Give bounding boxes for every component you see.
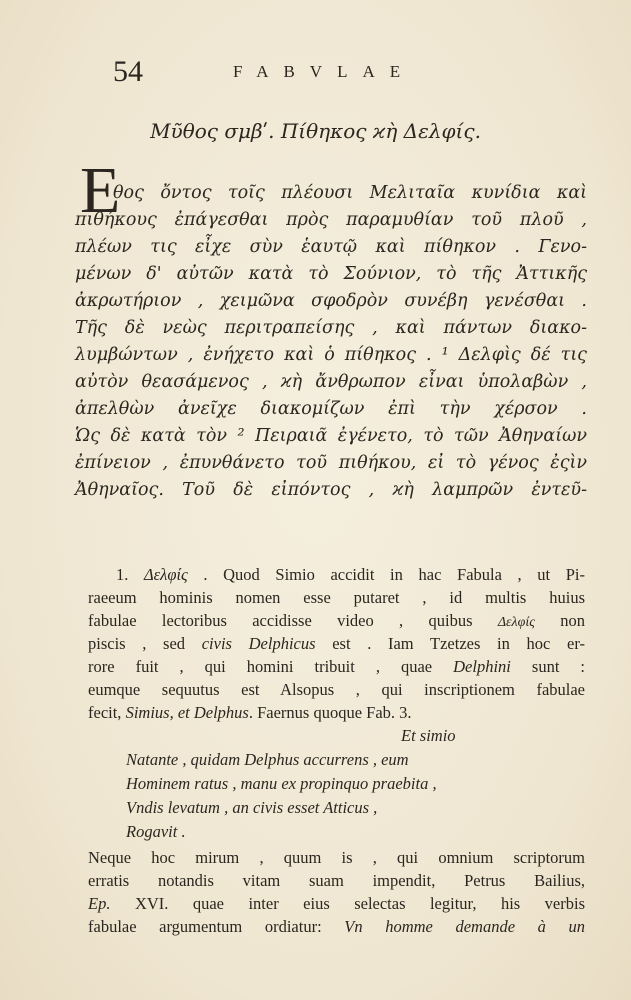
emphasis: civis Delphicus — [201, 634, 316, 653]
note-text: fabulae lectoribus accidisse video , quibus — [88, 611, 473, 630]
greek-line: Ἀθηναῖος. Τοῦ δὲ εἰπόντος , ϰὴ λαμπρῶν ἐντεῦ- — [75, 480, 587, 500]
note-text: est . Iam Tzetzes in hoc er- — [332, 634, 586, 653]
note-text: non — [560, 611, 585, 630]
note-line: erratis notandis vitam suam impendit, Petrus Bailius, — [88, 871, 585, 890]
fable-title: Μῦθος σμβʹ. Πίθηκος ϰὴ Δελφίς. — [150, 119, 481, 143]
greek-line: πλέων τις εἶχε σὺν ἑαυτῷ καὶ πίθηκον . Γενο- — [75, 237, 587, 257]
note-line — [116, 563, 585, 587]
greek-line: Ὡς δὲ κατὰ τὸν ² Πειραιᾶ ἐγένετο, τὸ τῶν Ἀθηναίων — [75, 426, 587, 446]
page-number: 54 — [113, 55, 143, 88]
poem-line: Rogavit . — [126, 822, 186, 841]
note-text: . Faernus quoque Fab. 3. — [248, 703, 412, 722]
poem-line: Natante , quidam Delphus accurrens , eum — [126, 750, 409, 769]
greek-line: αὐτὸν θεασάμενος , ϰὴ ἄνθρωπον εἶναι ὑπολαβὼν , — [75, 372, 587, 392]
note-text: piscis , sed — [88, 634, 186, 653]
note-text: XVI. quae inter eius selectas legitur, his verbis — [134, 894, 585, 913]
emphasis: Delphini — [453, 657, 511, 676]
greek-line: ἀπελθὼν ἀνεῖχε διακομίζων ἐπὶ τὴν χέρσον . — [75, 399, 587, 419]
note-line — [88, 632, 585, 656]
note-line — [88, 915, 585, 939]
note-text: fecit, — [88, 703, 122, 722]
greek-line: ἀκρωτήριον , χειμῶνα σφοδρὸν συνέβη γενέσθαι . — [75, 291, 587, 311]
note-line — [88, 701, 412, 725]
greek-line: θος ὄντος τοῖς πλέουσι Μελιταῖα κυνίδια καὶ — [113, 183, 587, 203]
poem-line: Et simio — [401, 726, 456, 745]
note-line: Neque hoc mirum , quum is , qui omnium scriptorum — [88, 848, 585, 867]
greek-line: λυμβώντων , ἐνήχετο καὶ ὁ πίθηκος . ¹ Δελφὶς δέ τις — [75, 345, 587, 365]
poem-line: Hominem ratus , manu ex propinquo praebita , — [126, 774, 437, 793]
running-head: FABVLAE — [233, 62, 416, 81]
drop-cap: E — [80, 154, 121, 227]
poem-line: Vndis levatum , an civis esset Atticus , — [126, 798, 378, 817]
greek-line: μένων δ' αὐτῶν κατὰ τὸ Σούνιον, τὸ τῆς Ἀττικῆς — [75, 264, 587, 284]
note-line — [88, 892, 585, 916]
note-line: raeeum hominis nomen esse putaret , id multis huius — [88, 588, 585, 607]
note-text: fabulae argumentum ordiatur: — [88, 917, 322, 936]
note-text: rore fuit , qui homini tribuit , quae — [88, 657, 433, 676]
note-line: eumque sequutus est Alsopus , qui inscriptionem fabulae — [88, 680, 585, 699]
note-number: 1. — [116, 565, 129, 584]
greek-term: Δελφίς — [144, 565, 188, 584]
greek-line: πιθήκους ἐπάγεσθαι πρὸς παραμυθίαν τοῦ πλοῦ , — [75, 210, 587, 230]
greek-term: Δελφίς — [497, 615, 535, 630]
emphasis: Ep. — [88, 894, 111, 913]
emphasis: Vn homme demande à un — [344, 917, 585, 936]
emphasis: Simius, et Delphus — [125, 703, 249, 722]
greek-line: Τῆς δὲ νεὼς περιτραπείσης , καὶ πάντων διακο- — [75, 318, 587, 338]
page-header — [113, 52, 533, 92]
greek-line: ἐπίνειον , ἐπυνθάνετο τοῦ πιθήκου, εἰ τὸ γένος ἐςὶν — [75, 453, 587, 473]
note-line — [88, 655, 585, 679]
note-text: sunt : — [531, 657, 586, 676]
note-line — [88, 609, 585, 633]
note-text: . Quod Simio accidit in hac Fabula , ut Pi- — [203, 565, 586, 584]
